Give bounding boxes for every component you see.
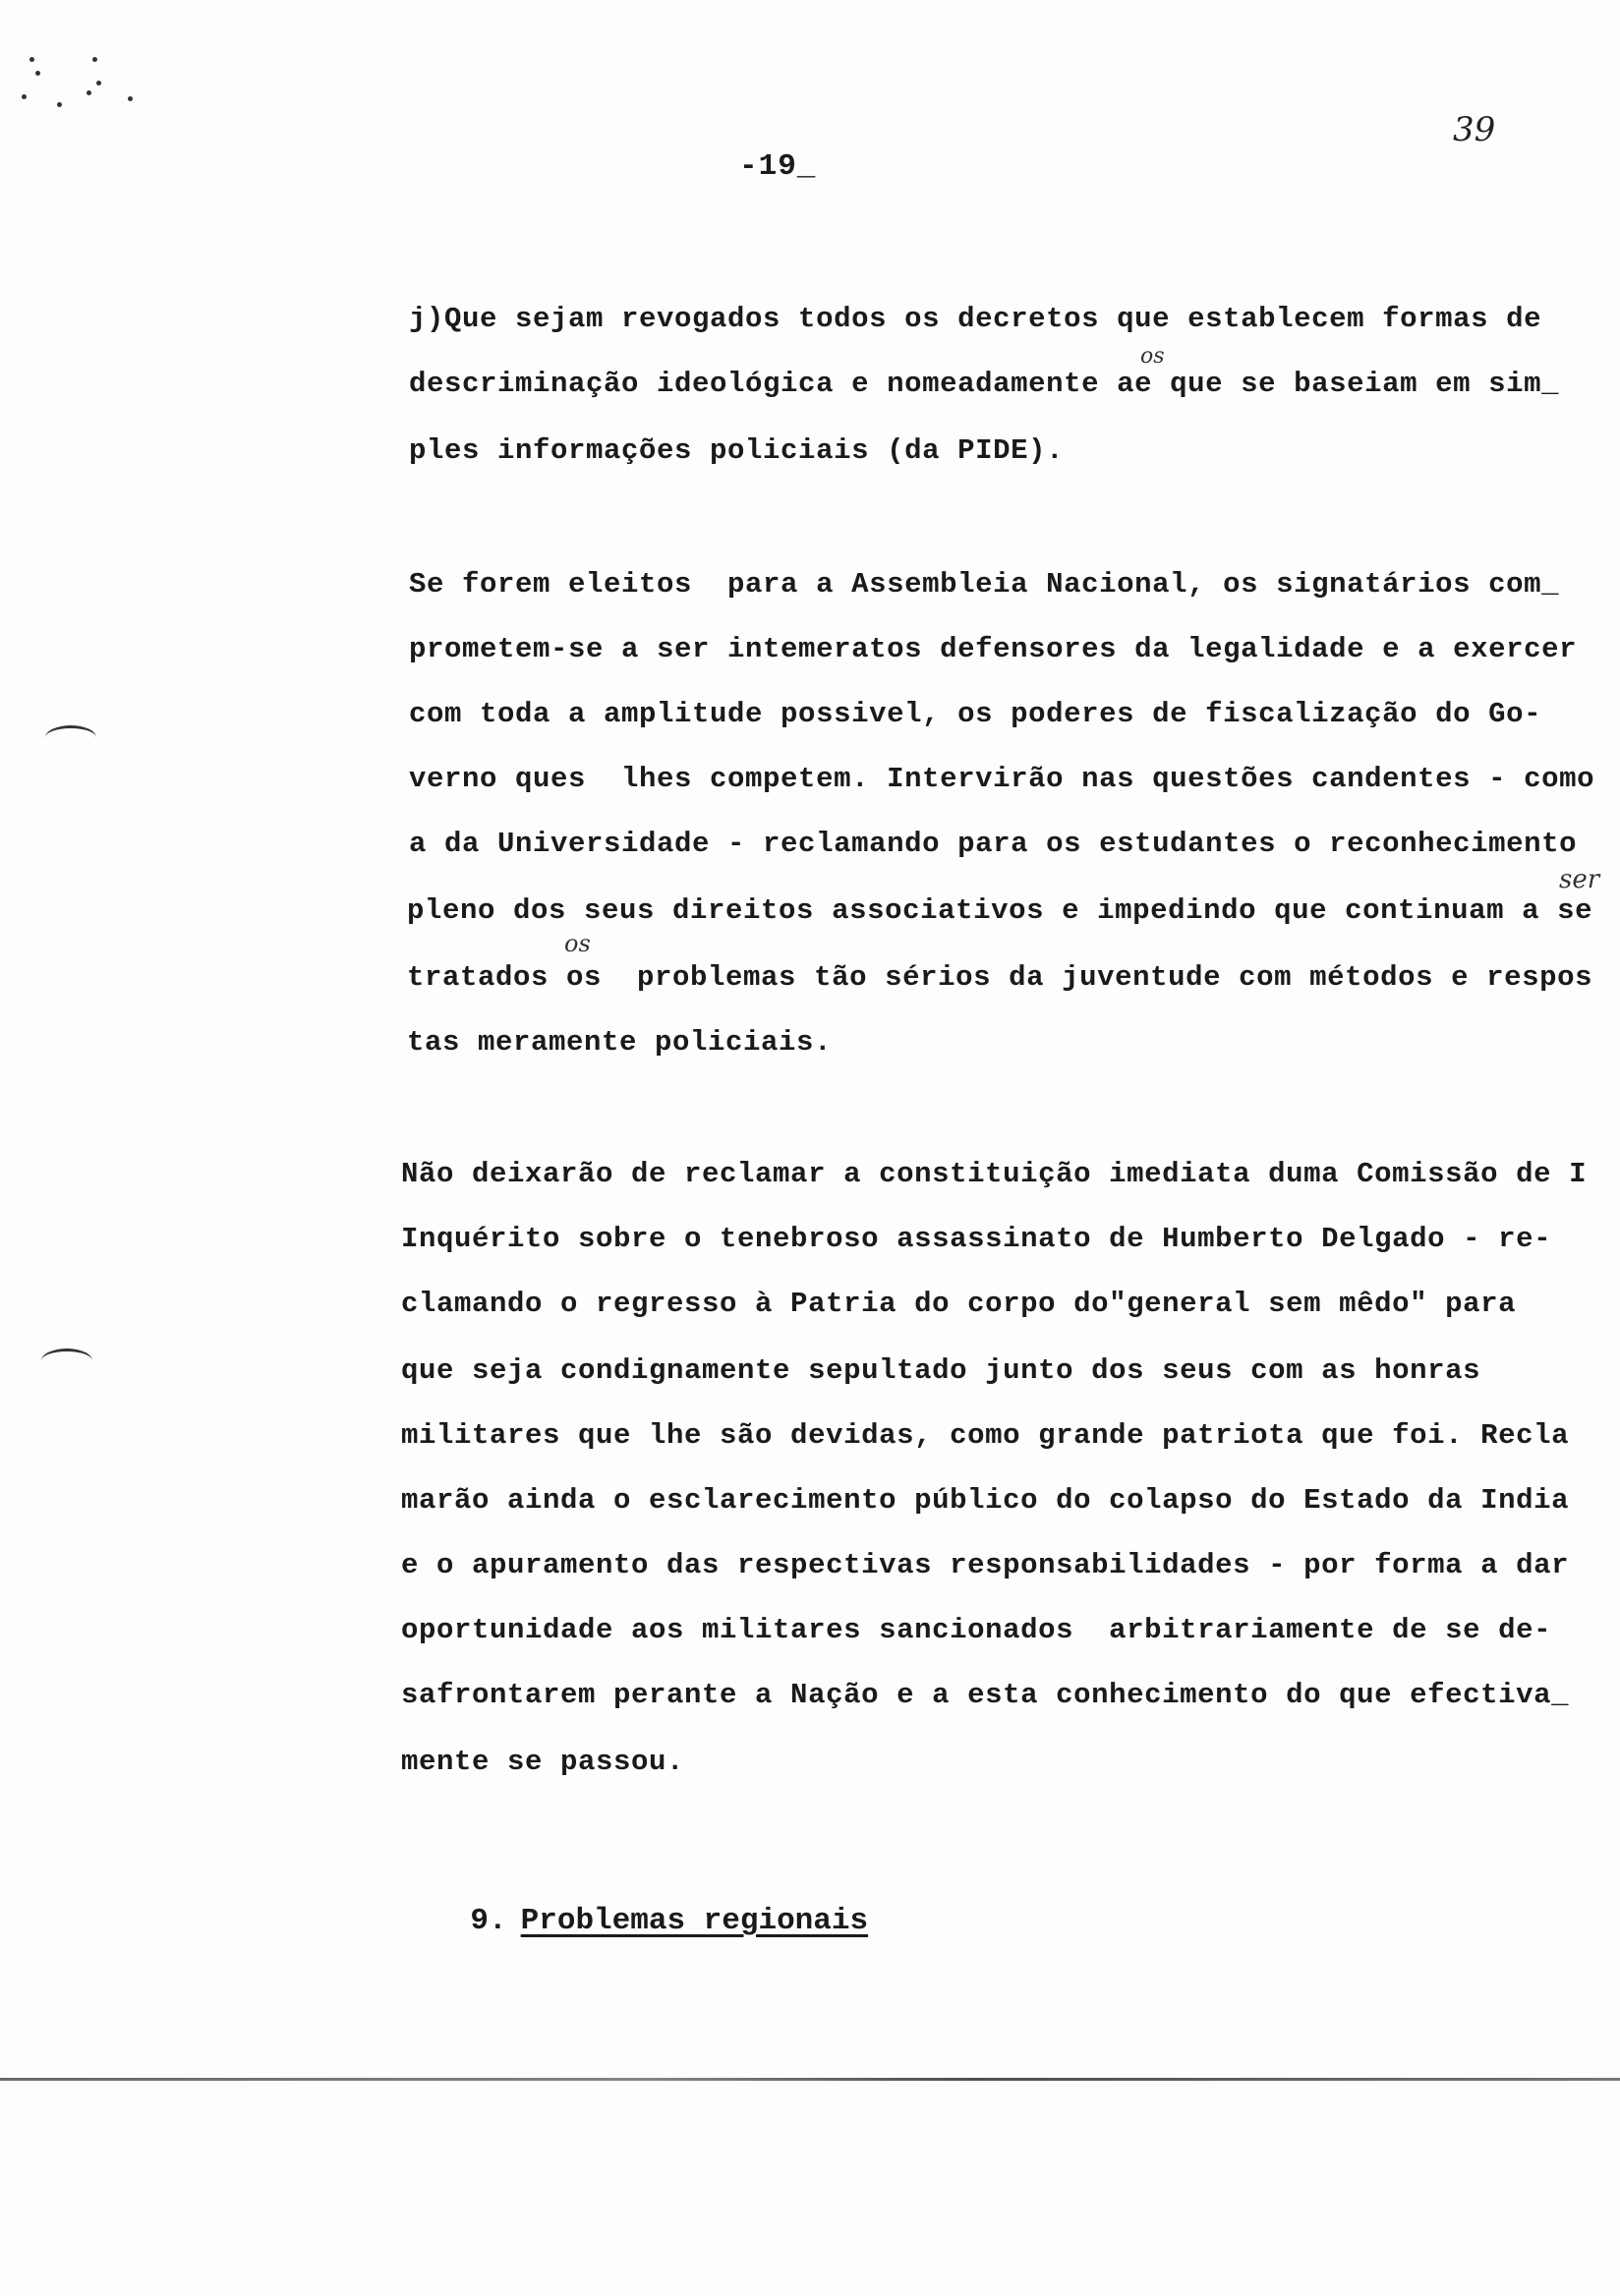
scan-speck [92,57,97,62]
scan-speck [57,102,62,107]
paragraph-line: a da Universidade - reclamando para os estudantes o reconhecimento [409,828,1578,860]
section-heading [397,1869,868,1973]
handwritten-correction: ser [1559,865,1600,894]
paragraph-line: com toda a amplitude possivel, os poderes de fiscalização do Go- [409,698,1542,730]
margin-mark [45,725,96,750]
paragraph-line: prometem-se a ser intemeratos defensores da legalidade e a exercer [409,633,1578,665]
handwritten-correction: os [1140,344,1165,369]
paragraph-line: militares que lhe são devidas, como grande patriota que foi. Recla [401,1419,1570,1452]
paragraph-line: descriminação ideológica e nomeadamente ae que se baseiam em sim_ [409,368,1560,400]
paragraph-line: mente se passou. [401,1746,685,1778]
paragraph-line: clamando o regresso à Patria do corpo do"general sem mêdo" para [401,1288,1517,1320]
scan-speck [29,57,34,62]
paragraph-line: marão ainda o esclarecimento público do colapso do Estado da India [401,1484,1570,1517]
page-number: -19_ [739,149,817,184]
paragraph-line: e o apuramento das respectivas responsabilidades - por forma a dar [401,1549,1570,1581]
margin-mark [41,1349,92,1373]
paragraph-line: tratados os problemas tão sérios da juventude com métodos e respos [407,961,1593,994]
scan-speck [35,71,40,76]
paragraph-line: pleno dos seus direitos associativos e impedindo que continuam a se [407,894,1593,927]
section-number: 9. [470,1904,507,1938]
handwritten-correction: os [564,930,591,957]
scan-speck [22,94,27,99]
bottom-rule [0,2078,1620,2081]
paragraph-line: ples informações policiais (da PIDE). [409,434,1065,467]
paragraph-line: oportunidade aos militares sancionados arbitrariamente de se de- [401,1614,1552,1646]
section-title: Problemas regionais [520,1904,869,1938]
paragraph-line: safrontarem perante a Nação e a esta conhecimento do que efectiva_ [401,1679,1570,1711]
paragraph-line: tas meramente policiais. [407,1026,833,1059]
scan-speck [128,96,133,101]
paragraph-line: verno ques lhes competem. Intervirão nas questões candentes - como [409,763,1595,795]
paragraph-line: Se forem eleitos para a Assembleia Nacional, os signatários com_ [409,568,1560,601]
paragraph-line: j)Que sejam revogados todos os decretos que establecem formas de [409,303,1542,335]
scan-speck [87,90,91,95]
paragraph-line: Inquérito sobre o tenebroso assassinato de Humberto Delgado - re- [401,1223,1552,1255]
scan-speck [96,81,101,86]
paragraph-line: que seja condignamente sepultado junto dos seus com as honras [401,1354,1481,1387]
folio-number: 39 [1453,110,1496,149]
paragraph-line: Não deixarão de reclamar a constituição imediata duma Comissão de I [401,1158,1588,1190]
